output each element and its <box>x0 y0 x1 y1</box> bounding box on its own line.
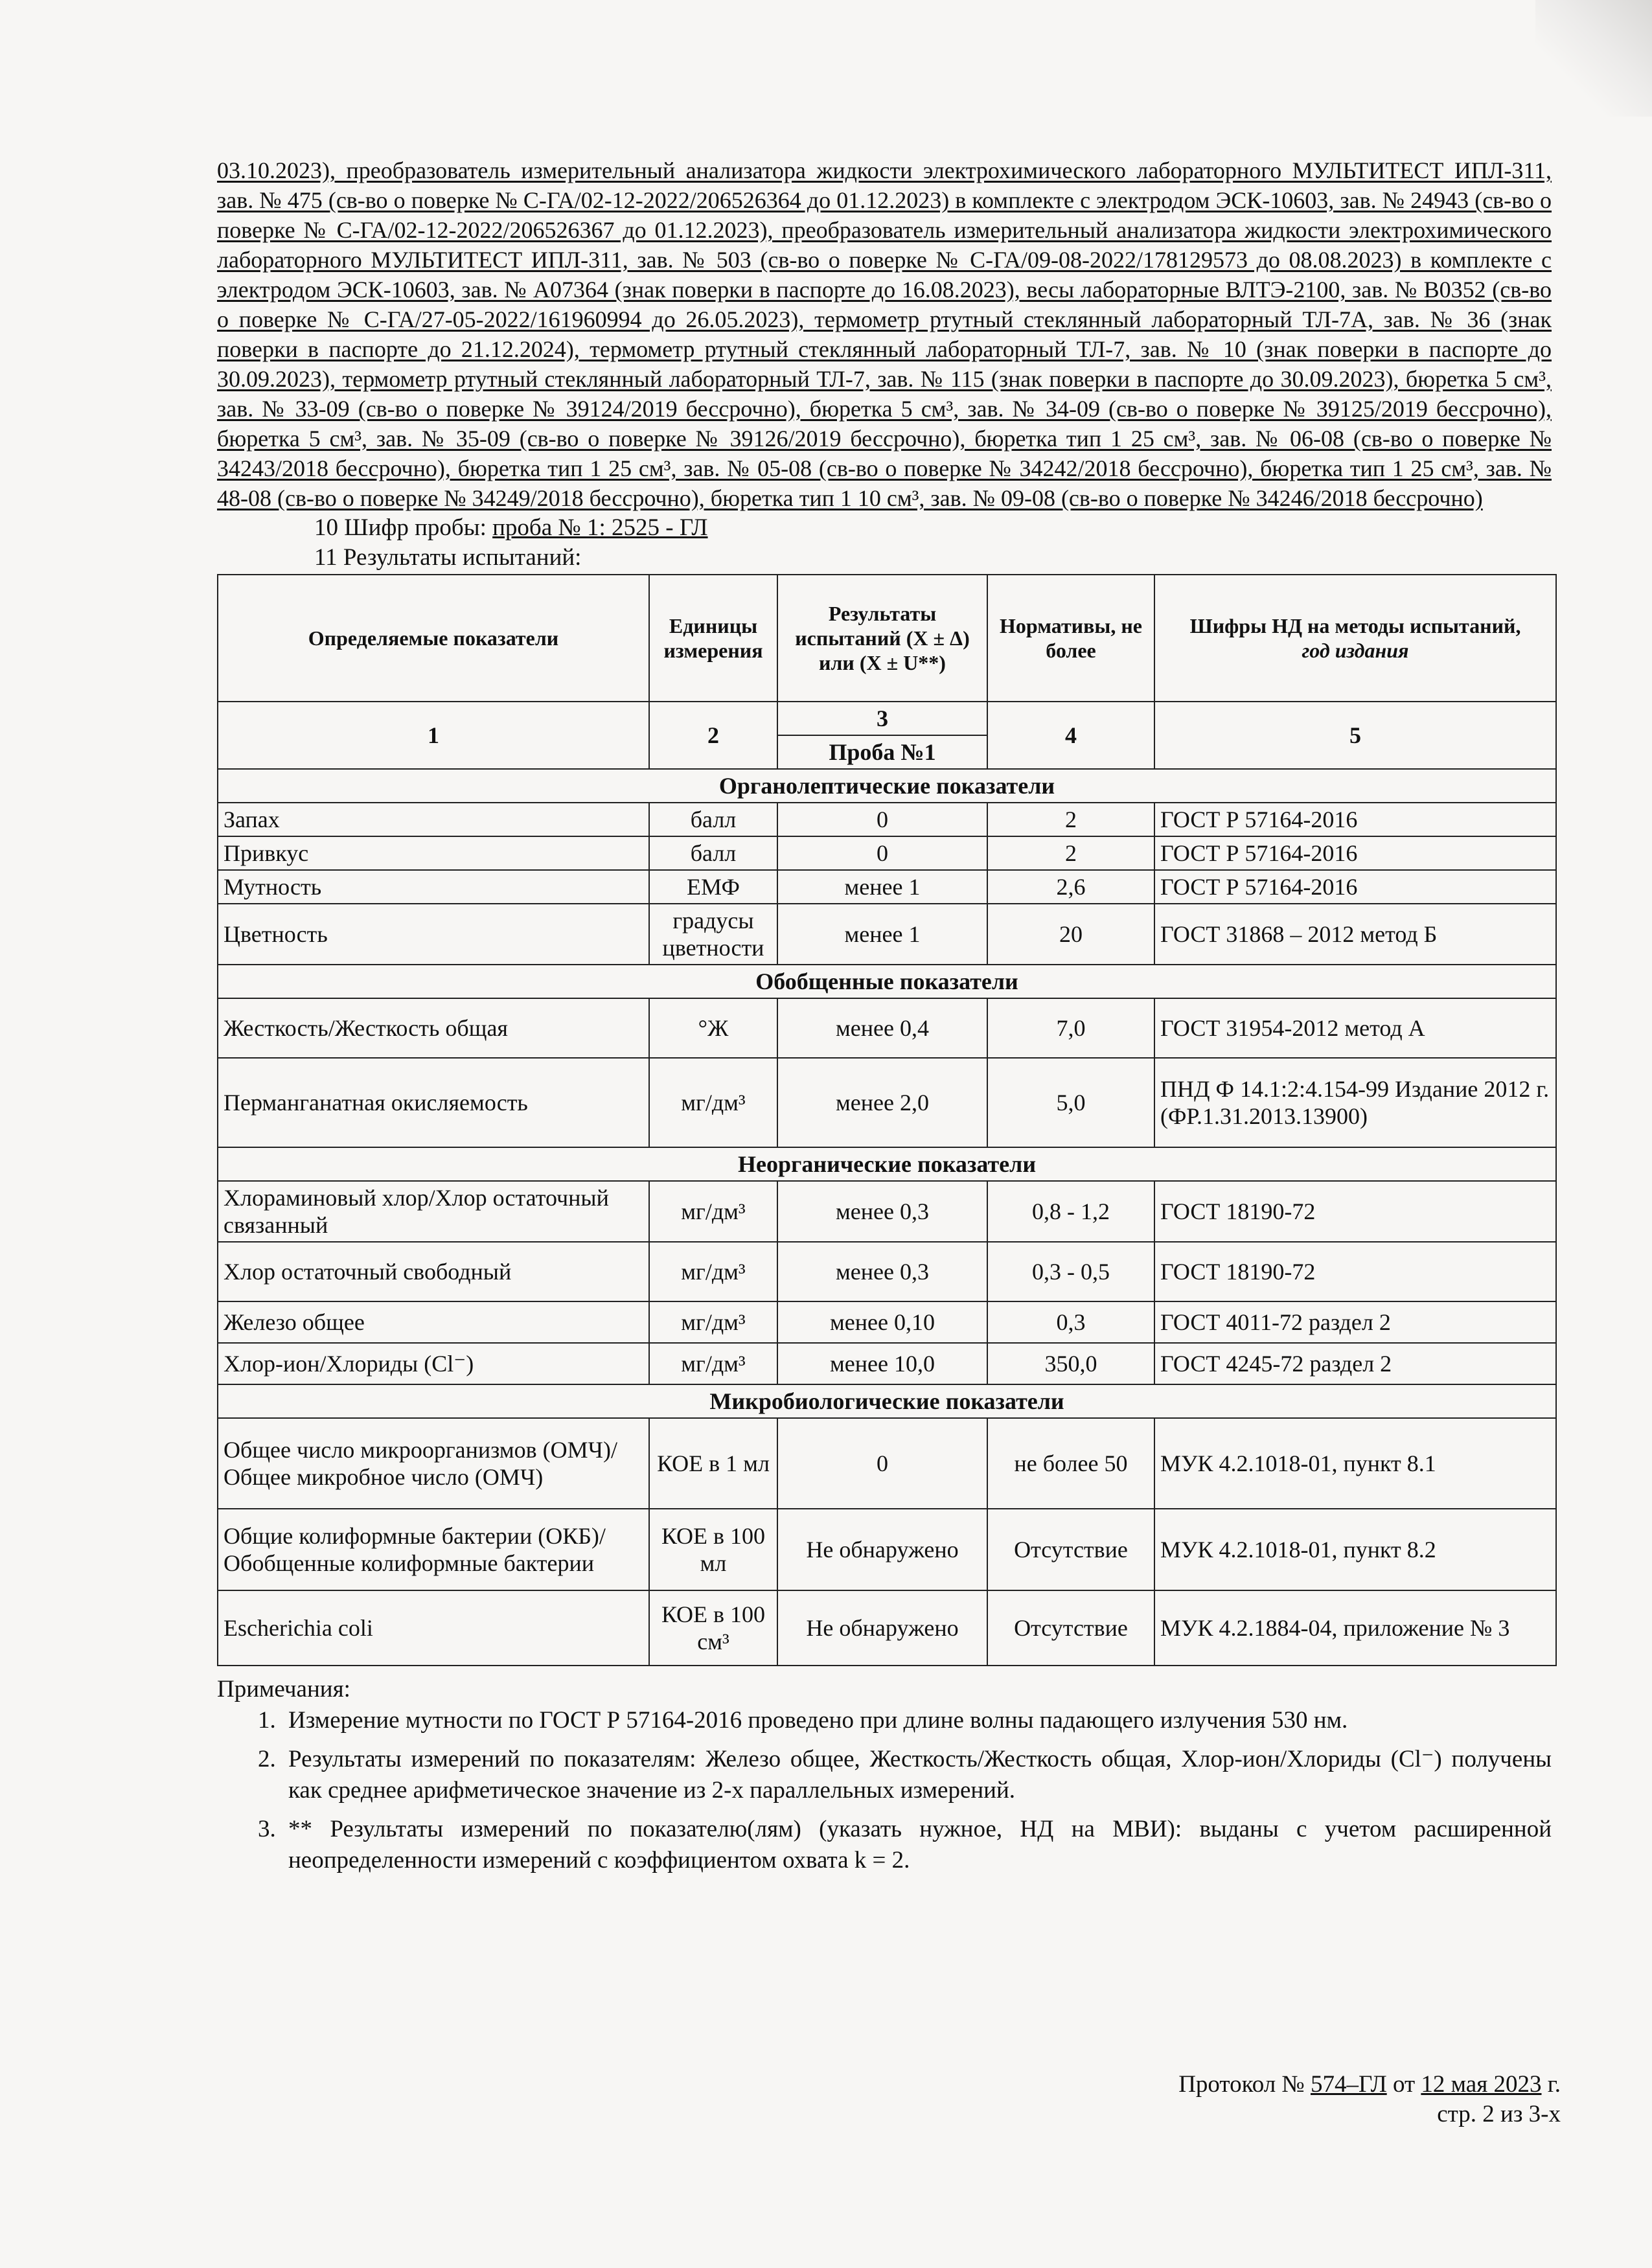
cell-result: Не обнаружено <box>777 1590 987 1666</box>
table-row <box>218 803 1556 836</box>
cell-indicator: Хлор остаточный свободный <box>218 1242 649 1301</box>
header-methods: Шифры НД на методы испытаний, год издания <box>1154 575 1556 702</box>
cell-method: ГОСТ Р 57164-2016 <box>1154 803 1556 836</box>
cell-method: ГОСТ Р 57164-2016 <box>1154 870 1556 904</box>
equipment-list-paragraph <box>217 155 1552 513</box>
header-indicator: Определяемые показатели <box>218 575 649 702</box>
cell-indicator: Escherichia coli <box>218 1590 649 1666</box>
cell-method: МУК 4.2.1018-01, пункт 8.1 <box>1154 1418 1556 1509</box>
cell-method: МУК 4.2.1018-01, пункт 8.2 <box>1154 1509 1556 1590</box>
cell-indicator: Хлораминовый хлор/Хлор остаточный связанный <box>218 1181 649 1242</box>
cell-indicator: Железо общее <box>218 1301 649 1343</box>
header-results: Результаты испытаний (X ± Δ) или (X ± U**) <box>777 575 987 702</box>
cell-method: ГОСТ 31954-2012 метод А <box>1154 998 1556 1058</box>
cell-units: КОЕ в 100 мл <box>649 1509 777 1590</box>
cell-result: менее 0,3 <box>777 1242 987 1301</box>
results-table <box>217 574 1557 770</box>
column-number-row: 1 2 3 4 5 <box>218 702 1556 735</box>
table-row <box>218 1418 1556 1509</box>
equipment-list-text: 03.10.2023), преобразователь измерительный анализатора жидкости электрохимического лабораторного МУЛЬТИТЕСТ ИПЛ-311, зав. № 475 (св-во о поверке № С-ГА/02-12-2022/206526364 до 01.12.2023) в комплекте с электродом ЭСК-10603, зав. № 24943 (св-во о поверке № С-ГА/02-12-2022/206526367 до 01.12.2023), преобразователь измерительный анализатора жидкости электрохимического лабораторного МУЛЬТИТЕСТ ИПЛ-311, зав. № 503 (св-во о поверке № С-ГА/09-08-2022/178129573 до 08.08.2023) в комплекте с электродом ЭСК-10603, зав. № А07364 (знак поверки в паспорте до 16.08.2023), весы лабораторные ВЛТЭ-2100, зав. № В0352 (св-во о поверке № С-ГА/27-05-2022/161960994 до 26.05.2023), термометр ртутный стеклянный лабораторный ТЛ-7А, зав. № 36 (знак поверки в паспорте до 21.12.2024), термометр ртутный стеклянный лабораторный ТЛ-7, зав. № 10 (знак поверки в паспорте до 30.09.2023), термометр ртутный стеклянный лабораторный ТЛ-7, зав. № 115 (знак поверки в паспорте до 30.09.2023), бюретка 5 см³, зав. № 33-09 (св-во о поверке № 39124/2019 бессрочно), бюретка 5 см³, зав. № 34-09 (св-во о поверке № 39125/2019 бессрочно), бюретка 5 см³, зав. № 35-09 (св-во о поверке № 39126/2019 бессрочно), бюретка тип 1 25 см³, зав. № 06-08 (св-во о поверке № 34243/2018 бессрочно), бюретка тип 1 25 см³, зав. № 05-08 (св-во о поверке № 34242/2018 бессрочно), бюретка тип 1 25 см³, зав. № 48-08 (св-во о поверке № 34249/2018 бессрочно), бюретка тип 1 10 см³, зав. № 09-08 (св-во о поверке № 34246/2018 бессрочно) <box>217 157 1552 511</box>
cell-indicator: Цветность <box>218 904 649 965</box>
cell-method: ГОСТ 18190-72 <box>1154 1242 1556 1301</box>
cell-units: мг/дм³ <box>649 1343 777 1384</box>
cell-indicator: Хлор-ион/Хлориды (Cl⁻) <box>218 1343 649 1384</box>
table-row <box>218 836 1556 870</box>
table-row <box>218 1509 1556 1590</box>
cell-indicator: Общее число микроорганизмов (ОМЧ)/Общее микробное число (ОМЧ) <box>218 1418 649 1509</box>
cell-norm: 2 <box>987 803 1154 836</box>
cell-method: ГОСТ 4245-72 раздел 2 <box>1154 1343 1556 1384</box>
page-footer <box>217 2070 1561 2129</box>
cell-method: МУК 4.2.1884-04, приложение № 3 <box>1154 1590 1556 1666</box>
section-header-row <box>218 965 1556 998</box>
cell-units: балл <box>649 803 777 836</box>
table-row <box>218 1343 1556 1384</box>
notes-title: Примечания: <box>217 1676 350 1702</box>
cell-result: менее 10,0 <box>777 1343 987 1384</box>
section-title: Неорганические показатели <box>218 1147 1556 1181</box>
cell-units: КОЕ в 100 см³ <box>649 1590 777 1666</box>
cell-result: менее 0,10 <box>777 1301 987 1343</box>
cell-norm: 2,6 <box>987 870 1154 904</box>
cell-units: мг/дм³ <box>649 1181 777 1242</box>
sample-code-line: 10 Шифр пробы: проба № 1: 2525 - ГЛ <box>314 514 708 541</box>
cell-norm: 2 <box>987 836 1154 870</box>
header-units: Единицы измерения <box>649 575 777 702</box>
folded-page-corner <box>1535 0 1652 117</box>
cell-norm: Отсутствие <box>987 1590 1154 1666</box>
cell-norm: 5,0 <box>987 1058 1154 1147</box>
cell-result: Не обнаружено <box>777 1509 987 1590</box>
notes-list <box>217 1705 1552 1876</box>
results-heading: 11 Результаты испытаний: <box>314 544 582 571</box>
cell-units: ЕМФ <box>649 870 777 904</box>
table-row <box>218 870 1556 904</box>
cell-units: балл <box>649 836 777 870</box>
table-row <box>218 1058 1556 1147</box>
table-header-row <box>218 575 1556 702</box>
cell-norm: 20 <box>987 904 1154 965</box>
cell-indicator: Запах <box>218 803 649 836</box>
cell-units: градусы цветности <box>649 904 777 965</box>
cell-indicator: Общие колиформные бактерии (ОКБ)/Обобщенные колиформные бактерии <box>218 1509 649 1590</box>
cell-units: °Ж <box>649 998 777 1058</box>
cell-result: 0 <box>777 803 987 836</box>
cell-norm: 0,3 <box>987 1301 1154 1343</box>
cell-norm: 0,3 - 0,5 <box>987 1242 1154 1301</box>
results-table-body <box>217 768 1557 1666</box>
cell-result: менее 0,3 <box>777 1181 987 1242</box>
cell-method: ГОСТ 31868 – 2012 метод Б <box>1154 904 1556 965</box>
section-header-row <box>218 1384 1556 1418</box>
note-item: 2. Результаты измерений по показателям: Железо общее, Жесткость/Жесткость общая, Хлор-ион/Хлориды (Cl⁻) получены как среднее арифметическое значение из 2-х параллельных измерений. <box>282 1744 1552 1806</box>
table-row <box>218 1301 1556 1343</box>
cell-norm: 350,0 <box>987 1343 1154 1384</box>
cell-result: 0 <box>777 836 987 870</box>
cell-units: мг/дм³ <box>649 1301 777 1343</box>
header-norms: Нормативы, не более <box>987 575 1154 702</box>
cell-result: менее 2,0 <box>777 1058 987 1147</box>
cell-method: ГОСТ 18190-72 <box>1154 1181 1556 1242</box>
cell-method: ПНД Ф 14.1:2:4.154-99 Издание 2012 г. (ФР.1.31.2013.13900) <box>1154 1058 1556 1147</box>
cell-result: менее 0,4 <box>777 998 987 1058</box>
notes-block <box>217 1674 1552 1876</box>
section-header-row <box>218 769 1556 803</box>
table-row <box>218 904 1556 965</box>
section-title: Микробиологические показатели <box>218 1384 1556 1418</box>
protocol-reference: Протокол № 574–ГЛ от 12 мая 2023 г. <box>1178 2071 1561 2098</box>
cell-indicator: Привкус <box>218 836 649 870</box>
cell-result: менее 1 <box>777 870 987 904</box>
table-row <box>218 1242 1556 1301</box>
section-title: Органолептические показатели <box>218 769 1556 803</box>
sample-label: Проба №1 <box>777 735 987 769</box>
cell-indicator: Мутность <box>218 870 649 904</box>
cell-norm: Отсутствие <box>987 1509 1154 1590</box>
cell-units: мг/дм³ <box>649 1058 777 1147</box>
cell-result: менее 1 <box>777 904 987 965</box>
table-row <box>218 998 1556 1058</box>
page-number: стр. 2 из 3-х <box>1437 2101 1561 2127</box>
cell-units: КОЕ в 1 мл <box>649 1418 777 1509</box>
document-body <box>217 155 1552 1884</box>
cell-method: ГОСТ Р 57164-2016 <box>1154 836 1556 870</box>
sample-code-value: проба № 1: 2525 - ГЛ <box>492 514 708 541</box>
cell-norm: 0,8 - 1,2 <box>987 1181 1154 1242</box>
section-title: Обобщенные показатели <box>218 965 1556 998</box>
cell-indicator: Жесткость/Жесткость общая <box>218 998 649 1058</box>
note-item: 3. ** Результаты измерений по показателю(лям) (указать нужное, НД на МВИ): выданы с учетом расширенной неопределенности измерений с коэффициентом охвата k = 2. <box>282 1814 1552 1876</box>
note-item: 1. Измерение мутности по ГОСТ Р 57164-2016 проведено при длине волны падающего излучения 530 нм. <box>282 1705 1552 1736</box>
cell-indicator: Перманганатная окисляемость <box>218 1058 649 1147</box>
cell-norm: не более 50 <box>987 1418 1154 1509</box>
cell-norm: 7,0 <box>987 998 1154 1058</box>
section-header-row <box>218 1147 1556 1181</box>
cell-result: 0 <box>777 1418 987 1509</box>
cell-units: мг/дм³ <box>649 1242 777 1301</box>
table-row <box>218 1590 1556 1666</box>
table-row <box>218 1181 1556 1242</box>
cell-method: ГОСТ 4011-72 раздел 2 <box>1154 1301 1556 1343</box>
